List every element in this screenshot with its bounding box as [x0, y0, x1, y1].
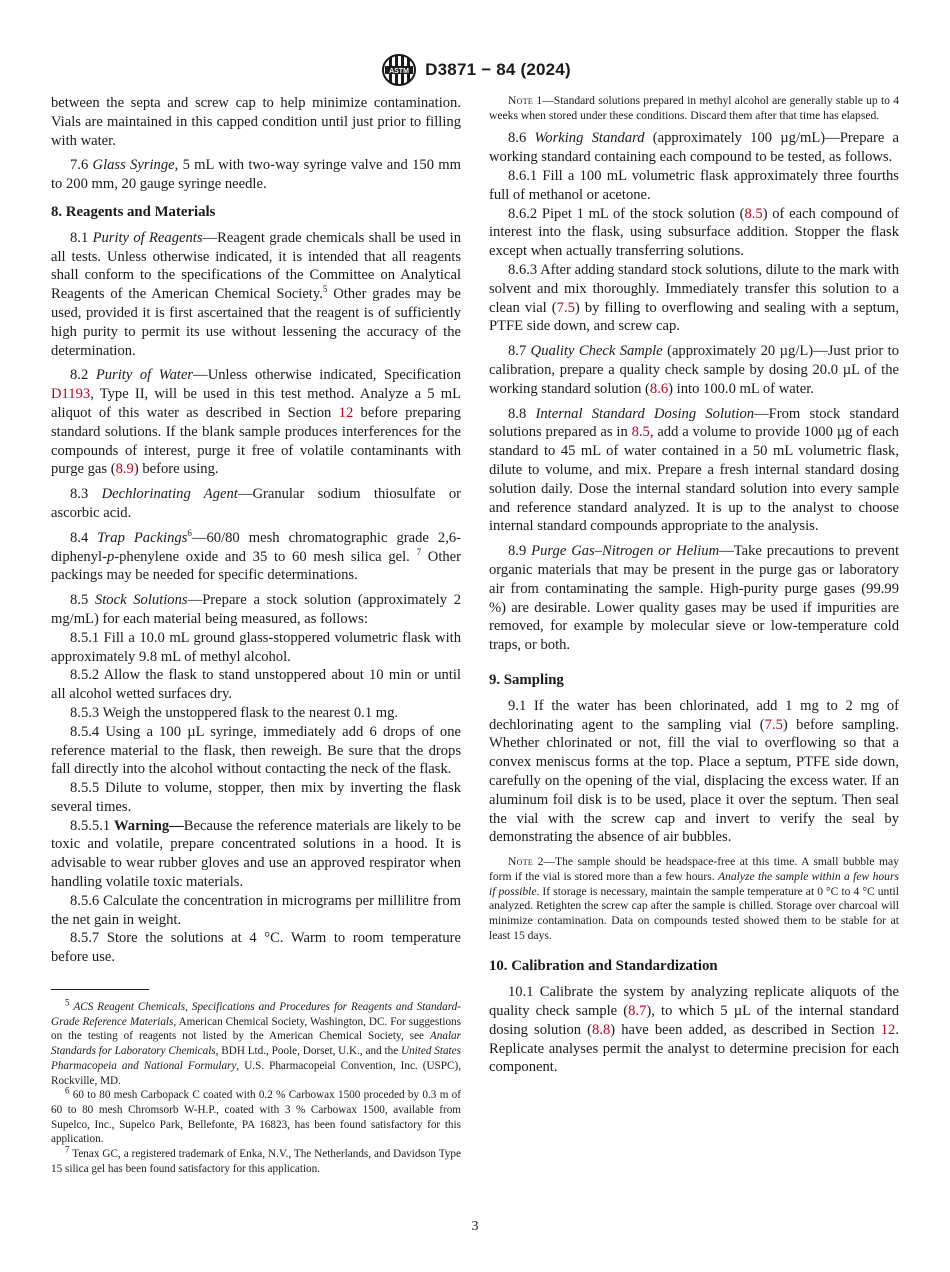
- link-7-5[interactable]: 7.5: [556, 299, 575, 316]
- paragraph-8-5-7: 8.5.7 Store the solutions at 4 °C. Warm to room temperature before use.: [51, 930, 461, 966]
- paragraph-8-6: 8.6 Working Standard (approximately 100 µg/mL)—Prepare a working standard containing each compound to be tested, as follows.: [489, 130, 899, 166]
- paragraph-8-6-2: 8.6.2 Pipet 1 mL of the stock solution (8.5) of each compound of interest into the flask, using subsurface addition. Stopper the flask except when actually transferring solutions.: [489, 205, 899, 260]
- link-7-5[interactable]: 7.5: [764, 716, 783, 733]
- link-8-9[interactable]: 8.9: [115, 461, 134, 478]
- paragraph-8-5-3: 8.5.3 Weigh the unstoppered flask to the nearest 0.1 mg.: [70, 704, 399, 721]
- left-column: [51, 94, 461, 1177]
- section-9-heading: 9. Sampling: [489, 671, 564, 688]
- footnote-7: $^7$ Tenax GC, a registered trademark of Enka, N.V., The Netherlands, and Davidson Type 15 silica gel has been found satisfactory for this application.: [51, 1144, 461, 1175]
- footnote-ref-6[interactable]: 6: [187, 527, 192, 538]
- paragraph-8-3: 8.3 Dechlorinating Agent—Granular sodium thiosulfate or ascorbic acid.: [51, 486, 462, 521]
- paragraph-10-1: 10.1 Calibrate the system by analyzing replicate aliquots of the quality check sample (8.7), to which 5 µL of the internal standard dosing solution (8.8) have been added, as described in Section 12. Replicate analyses permit the analyst to determine precision for each component.: [489, 984, 899, 1076]
- paragraph-8-2: 8.2 Purity of Water—Unless otherwise indicated, Specification D1193, Type II, will be used in this test method. Analyze a 5 mL aliquot of this water as described in Section 12 before preparing standard solutions. If the blank sample produces interferences for the compounds of interest, purge it free of volatile contaminants with purge gas (8.9) before using.: [51, 367, 462, 478]
- paragraph-8-5-1: 8.5.1 Fill a 10.0 mL ground glass-stoppered volumetric flask with approximately 9.8 mL of methyl alcohol.: [51, 629, 461, 665]
- paragraph-8-5-6: 8.5.6 Calculate the concentration in micrograms per millilitre from the net gain in weight.: [51, 892, 461, 928]
- link-section-12[interactable]: 12: [338, 404, 354, 421]
- section-8-heading: 8. Reagents and Materials: [51, 203, 216, 220]
- paragraph-8-9: 8.9 Purge Gas–Nitrogen or Helium—Take precautions to prevent organic materials that may be present in the purge gas or laboratory air from contaminating the sample. High-purity purge gases (99.99 %) are desirable. Lower quality gases may be used if impurities are removed, for example by molecular sieve or low-temperature cold traps, or both.: [489, 543, 899, 654]
- footnote-divider: [51, 989, 149, 990]
- link-8-5[interactable]: 8.5: [744, 205, 763, 222]
- footnote-5: $^5$ ACS Reagent Chemicals, Specifications and Procedures for Reagents and Standard-Grade Reference Materials, American Chemical Society, Washington, DC. For suggestions on the testing of reagents not listed by the American Chemical Society, see Analar Standards for Laboratory Chemicals, BDH Ltd., Poole, Dorset, U.K., and the United States Pharmacopeia and National Formulary, U.S. Pharmacopeial Convention, Inc. (USPC), Rockville, MD.: [51, 997, 461, 1087]
- right-column: [489, 94, 899, 1083]
- page-header: [0, 52, 950, 88]
- paragraph-8-5-4: 8.5.4 Using a 100 µL syringe, immediately add 6 drops of one reference material to the flask, then reweigh. Be sure that the drops fall directly into the alcohol without contacting the neck of the flask.: [51, 723, 461, 778]
- footnote-6: $^6$ 60 to 80 mesh Carbopack C coated with 0.2 % Carbowax 1500 proceded by 0.3 m of 60 to 80 mesh Chromsorb W-H.P., coated with 3 % Carbowax 1500, available from Supelco, Inc., Supelco Park, Bellefonte, PA 16823, has been found satisfactory for this application.: [51, 1085, 462, 1146]
- paragraph-8-4: 8.4 Trap Packings$^6$—60/80 mesh chromatographic grade 2,6-diphenyl-p-phenylene oxide and 35 to 60 mesh silica gel. $^7$ Other packings may be needed for specific determinations.: [51, 527, 462, 584]
- link-8-7[interactable]: 8.7: [628, 1002, 647, 1019]
- link-8-8[interactable]: 8.8: [592, 1021, 611, 1038]
- note-2: Note 2—The sample should be headspace-free at this time. A small bubble may form if the vial is stored more than a few hours. Analyze the sample within a few hours if possible. If storage is necessary, maintain the sample temperature at 0 °C to 4 °C until analyzed. Retighten the screw cap after the sample is chilled. Storage over charcoal will minimize contamination. Data on compounds tested showed them to be stable for at least 15 days.: [489, 855, 900, 942]
- paragraph-9-1: 9.1 If the water has been chlorinated, add 1 mg to 2 mg of dechlorinating agent to the sampling vial (7.5) before sampling. Whether chlorinated or not, fill the vial to overflowing so that a convex meniscus forms at the top. Place a septum, PTFE side down, carefully on the opening of the vial, displacing the excess water. If an aluminum foil disk is to be used, place it over the septum. Then seal the vial with the screw cap and invert to verify the seal by demonstrating the absence of air bubbles.: [489, 697, 899, 846]
- link-d1193[interactable]: D1193: [51, 386, 91, 403]
- footnote-ref-7[interactable]: 7: [416, 546, 422, 557]
- paragraph-8-5-2: 8.5.2 Allow the flask to stand unstoppered about 10 min or until all alcohol wetted surfaces dry.: [51, 667, 461, 703]
- paragraph-8-5-5: 8.5.5 Dilute to volume, stopper, then mix by inverting the flask several times.: [51, 780, 461, 815]
- paragraph-8-6-3: 8.6.3 After adding standard stock solutions, dilute to the mark with solvent and mix thoroughly. Immediately transfer this solution to a clean vial (7.5) by filling to overflowing and sealing with a septum, PTFE side down, and screw cap.: [489, 261, 899, 335]
- section-10-heading: 10. Calibration and Standardization: [489, 958, 718, 975]
- standard-designation: D3871 − 84 (2024): [425, 60, 571, 79]
- paragraph-8-8: 8.8 Internal Standard Dosing Solution—From stock standard solutions prepared as in 8.5, add a volume to provide 1000 µg of each standard to 45 mL of water contained in a 50 mL volumetric flask, dilute to volume, and mix. Prepare a fresh internal standard dosing solution daily. Dose the internal standard solution into every sample and reference standard analyzed. It is up to the analyst to choose internal standard compounds appropriate to the analysis.: [489, 405, 899, 535]
- continued-paragraph: between the septa and screw cap to help minimize contamination. Vials are maintained in this capped condition until just prior to filling with water.: [51, 95, 461, 149]
- page-number: 3: [471, 1219, 479, 1234]
- link-8-5[interactable]: 8.5: [631, 424, 650, 441]
- paragraph-8-7: 8.7 Quality Check Sample (approximately 20 µg/L)—Just prior to calibration, prepare a quality check sample by dosing 20.0 µL of the working standard solution (8.6) into 100.0 mL of water.: [489, 343, 899, 397]
- paragraph-8-5-5-1: 8.5.5.1 Warning—Because the reference materials are likely to be toxic and volatile, prepare concentrated solutions in a hood. It is advisable to wear rubber gloves and use an approved respirator when handling volatile toxic materials.: [51, 817, 461, 891]
- link-8-6[interactable]: 8.6: [649, 380, 669, 397]
- astm-logo-icon: [379, 53, 419, 87]
- svg-text:ASTM: ASTM: [389, 68, 410, 75]
- paragraph-8-5: 8.5 Stock Solutions—Prepare a stock solution (approximately 2 mg/mL) for each material being measured, as follows:: [51, 592, 461, 627]
- footnote-ref-5[interactable]: 5: [322, 284, 328, 295]
- paragraph-8-6-1: 8.6.1 Fill a 100 mL volumetric flask approximately three fourths full of methanol or acetone.: [489, 168, 899, 203]
- paragraph-8-1: 8.1 Purity of Reagents—Reagent grade chemicals shall be used in all tests. Unless otherwise indicated, it is intended that all reagents shall conform to the specifications of the Committee on Analytical Reagents of the American Chemical Society.$^5$ Other grades may be used, provided it is first ascertained that the reagent is of sufficiently high purity to permit its use without lessening the accuracy of the determination.: [51, 229, 461, 359]
- paragraph-7-6: 7.6 Glass Syringe, 5 mL with two-way syringe valve and 150 mm to 200 mm, 20 gauge syringe needle.: [51, 157, 461, 193]
- link-section-12[interactable]: 12: [880, 1021, 896, 1038]
- note-1: Note 1—Standard solutions prepared in methyl alcohol are generally stable up to 4 weeks when stored under these conditions. Discard them after that time has elapsed.: [489, 94, 899, 122]
